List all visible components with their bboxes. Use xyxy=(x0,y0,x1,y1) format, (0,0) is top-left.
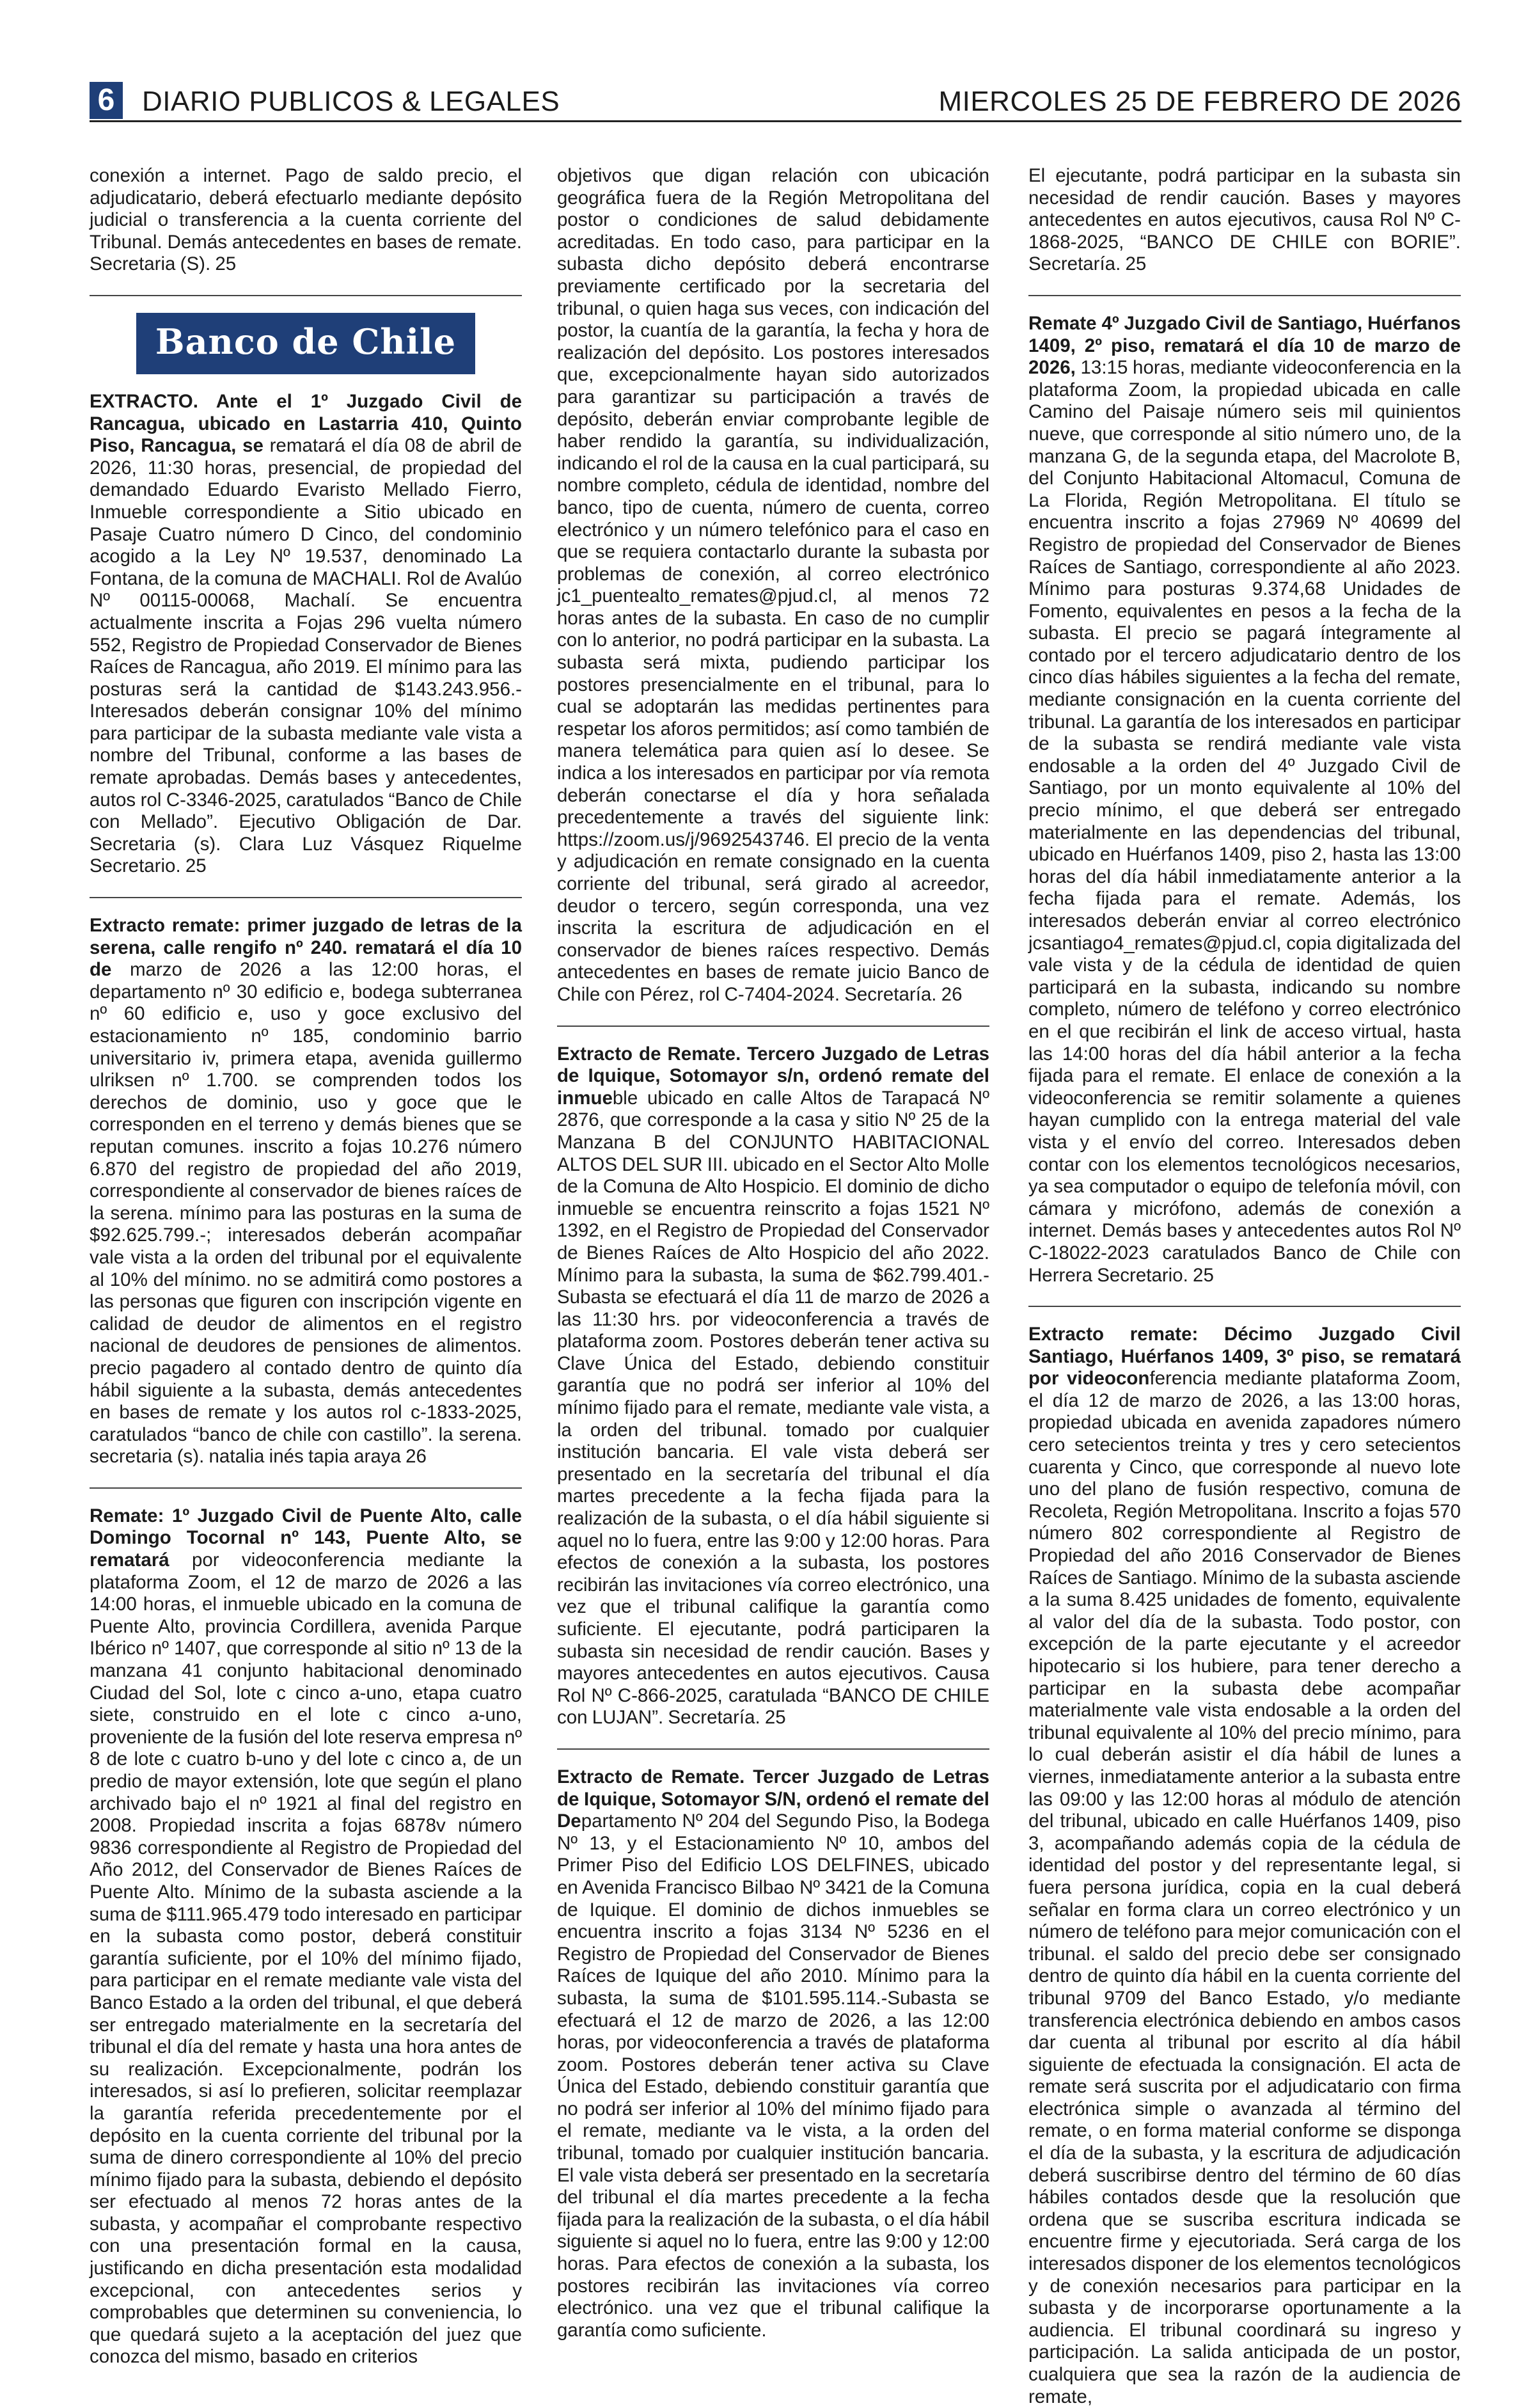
legal-notice xyxy=(90,1505,522,2368)
column-2 xyxy=(557,165,989,2341)
page-header xyxy=(90,82,1461,119)
publication-date: MIERCOLES 25 DE FEBRERO DE 2026 xyxy=(938,86,1461,117)
divider xyxy=(90,897,522,898)
notice-heading: EXTRACTO. Ante el 1º Juzgado Civil de Rancagua, ubicado en Lastarria 410, Quinto Piso, Rancagua, se xyxy=(90,390,522,457)
legal-notice xyxy=(557,1766,989,2341)
notice-body: rematará el día 08 de abril de 2026, 11:30 horas, presencial, de propiedad del demandado Eduardo Evaristo Mellado Fierro, Inmueble correspondiente a Sitio ubicado en Pasaje Cuatro número D Cinco, del condominio acogido a la Ley Nº 19.537, denominado La Fontana, de la comuna de MACHALI. Rol de Avalúo Nº 00115-00068, Machalí. Se encuentra actualmente inscrita a Fojas 296 vuelta número 552, Registro de Propiedad Conservador de Bienes Raíces de Rancagua, año 2019. El mínimo para las posturas será la cantidad de $143.243.956.- Interesados deberán consignar 10% del mínimo para participar de la subasta mediante vale vista a nombre del Tribunal, conforme a las bases de remate aprobadas. Demás bases y antecedentes, autos rol C-3346-2025, caratulados “Banco de Chile con Mellado”. Ejecutivo Obligación de Dar. Secretaria (s). Clara Luz Vásquez Riquelme Secretario. 25 xyxy=(90,435,522,877)
notice-continuation: conexión a internet. Pago de saldo precio, el adjudicatario, deberá efectuarlo mediante depósito judicial o transferencia a la cuenta corriente del Tribunal. Demás antecedentes en bases de remate. Secretaria (S). 25 xyxy=(90,165,522,275)
notice-body: ferencia mediante plataforma Zoom, el día 12 de marzo de 2026, a las 13:00 horas, propiedad ubicada en avenida zapadores número cero setecientos treinta y tres y cero setecientos cuarenta y Cinco, que corresponde al nuevo lote uno del plano de fusión respectivo, comuna de Recoleta, Región Metropolitana. Inscrito a fojas 570 número 802 correspondiente al Registro de Propiedad del año 2016 Conservador de Bienes Raíces de Santiago. Mínimo de la subasta asciende a la suma 8.425 unidades de fomento, equivalente al valor del día de la subasta. Todo postor, con excepción de la parte ejecutante y el acreedor hipotecario si los hubiere, para tener derecho a participar en la subasta debe acompañar materialmente vale vista endosable a la orden del tribunal equivalente al 10% del precio mínimo, para lo cual deberán asistir el día hábil de lunes a viernes, inmediatamente anterior a la subasta entre las 09:00 y las 12:00 horas al módulo de atención del tribunal, ubicado en calle Huérfanos 1409, piso 3, acompañando además copia de la cédula de identidad del postor y del representante legal, si fuera persona jurídica, copia en la cual deberá señalar en forma clara un correo electrónico y un número de teléfono para mejor comunicación con el tribunal. el saldo del precio debe ser consignado dentro de quinto día hábil en la cuenta corriente del tribunal 9709 del Banco Estado, y/o mediante transferencia electrónica debiendo en ambos casos dar cuenta al tribunal por escrito al día hábil siguiente de efectuada la consignación. El acta de remate será suscrita por el adjudicatario con firma electrónica simple o avanzada al término del remate, o en forma material conforme se disponga el día de la subasta, y la escritura de adjudicación deberá suscribirse dentro del término de 60 días hábiles contados desde que la resolución que ordena que se suscriba escritura indicada se encuentre firme y ejecutoriada. Será carga de los interesados disponer de los elementos tecnológicos y de conexión necesarios para participar en la subasta y de incorporarse oportunamente a la audiencia. El tribunal coordinará su ingreso y participación. La salida anticipada de un postor, cualquiera que sea la razón de la audiencia de remate, xyxy=(1028,1368,1461,2407)
divider xyxy=(1028,1306,1461,1307)
notice-heading: Extracto remate: primer juzgado de letras de la serena, calle rengifo nº 240. rematará el día 10 de xyxy=(90,915,522,981)
notice-continuation: El ejecutante, podrá participar en la subasta sin necesidad de rendir caución. Bases y mayores antecedentes en autos ejecutivos, causa Rol Nº C-1868-2025, “BANCO DE CHILE con BORIE”. Secretaría. 25 xyxy=(1028,165,1461,275)
banco-de-chile-logo xyxy=(90,313,522,374)
legal-notice xyxy=(557,1043,989,1729)
notice-heading: Extracto de Remate. Tercero Juzgado de Letras de Iquique, Sotomayor s/n, ordenó remate del inmue xyxy=(557,1043,989,1109)
notice-heading: Extracto remate: Décimo Juzgado Civil Santiago, Huérfanos 1409, 3º piso, se rematará por videocon xyxy=(1028,1324,1461,1390)
column-3 xyxy=(1028,165,1461,2407)
legal-notice xyxy=(1028,1324,1461,2408)
notice-body: 13:15 horas, mediante videoconferencia en la plataforma Zoom, la propiedad ubicada en calle Camino del Paisaje número seis mil quinientos nueve, que corresponde al sitio número uno, de la manzana G, de la segunda etapa, del Macrolote B, del Conjunto Habitacional Altomacul, Comuna de La Florida, Región Metropolitana. El título se encuentra inscrito a fojas 27969 Nº 40699 del Registro de propiedad del Conservador de Bienes Raíces de Santiago, correspondiente al año 2023. Mínimo para posturas 9.374,68 Unidades de Fomento, equivalentes en pesos a la fecha de la subasta. El precio se pagará íntegramente al contado por el tercero adjudicatario dentro de los cinco días hábiles siguientes a la fecha del remate, mediante consignación en la cuenta corriente del tribunal. La garantía de los interesados en participar de la subasta se rendirá mediante vale vista endosable a la orden del 4º Juzgado Civil de Santiago, por un monto equivalente al 10% del precio mínimo, el que deberá ser entregado materialmente en las dependencias del tribunal, ubicado en Huérfanos 1409, piso 2, hasta las 13:00 horas del día hábil inmediatamente anterior a la fecha fijada para el remate. Además, los interesados deberán enviar al correo electrónico jcsantiago4_remates@pjud.cl, copia digitalizada del vale vista y de la cédula de identidad de quien participará en la subasta, indicando su nombre completo, número de teléfono y correo electrónico en el que recibirán el link de acceso virtual, hasta las 14:00 horas del día hábil anterior a la fecha fijada para el remate. El enlace de conexión a la videoconferencia se remitir solamente a quienes hayan cumplido con la entrega material del vale vista y el envío del correo. Interesados deben contar con los elementos tecnológicos necesarios, ya sea computador o equipo de telefonía móvil, con cámara y micrófono, además de conexión a internet. Demás bases y antecedentes autos Rol Nº C-18022-2023 caratulados Banco de Chile con Herrera Secretario. 25 xyxy=(1028,357,1461,1286)
legal-notice xyxy=(90,915,522,1468)
divider xyxy=(557,1026,989,1027)
publication-name: DIARIO PUBLICOS & LEGALES xyxy=(142,86,560,117)
divider xyxy=(90,1487,522,1489)
legal-notice xyxy=(1028,313,1461,1287)
notice-heading: Remate: 1º Juzgado Civil de Puente Alto, calle Domingo Tocornal nº 143, Puente Alto, se rematará xyxy=(90,1505,522,1571)
notice-body: por videoconferencia mediante la plataforma Zoom, el 12 de marzo de 2026 a las 14:00 horas, el inmueble ubicado en la comuna de Puente Alto, provincia Cordillera, avenida Parque Ibérico nº 1407, que corresponde al sitio nº 13 de la manzana 41 conjunto habitacional denominado Ciudad del Sol, lote c cinco a-uno, etapa cuatro siete, construido en el lote c cinco a-uno, proveniente de la fusión del lote reserva empresa nº 8 de lote c cuatro b-uno y del lote c cinco a, de un predio de mayor extensión, lote que según el plano archivado bajo el nº 1921 al final del registro en 2008. Propiedad inscrita a fojas 6878v número 9836 correspondiente al Registro de Propiedad del Año 2012, del Conservador de Bienes Raíces de Puente Alto. Mínimo de la subasta asciende a la suma de $111.965.479 todo interesado en participar en la subasta como postor, deberá constituir garantía suficiente, por el 10% del mínimo fijado, para participar en el remate mediante vale vista del Banco Estado a la orden del tribunal, el que deberá ser entregado materialmente en la secretaría del tribunal el día del remate y hasta una hora antes de su realización. Excepcionalmente, podrán los interesados, si así lo prefieren, solicitar reemplazar la garantía referida precedentemente por el depósito en la cuenta corriente del tribunal por la suma de dinero correspondiente al 10% del precio mínimo fijado para la subasta, debiendo el depósito ser efectuado al menos 72 horas antes de la subasta, y acompañar el comprobante respectivo con una presentación formal en la causa, justificando en dicha presentación esta modalidad excepcional, con antecedentes serios y comprobables que determinen su conveniencia, lo que quedará sujeto a la aceptación del juez que conozca del mismo, basado en criterios xyxy=(90,1549,522,2368)
notice-body: ble ubicado en calle Altos de Tarapacá Nº 2876, que corresponde a la casa y sitio Nº 25 de la Manzana B del CONJUNTO HABITACIONAL ALTOS DEL SUR III. ubicado en el Sector Alto Molle de la Comuna de Alto Hospicio. El dominio de dicho inmueble se encuentra reinscrito a fojas 1521 Nº 1392, en el Registro de Propiedad del Conservador de Bienes Raíces de Alto Hospicio del año 2022. Mínimo para la subasta, la suma de $62.799.401.- Subasta se efectuará el día 11 de marzo de 2026 a las 11:30 hrs. por videoconferencia a través de plataforma zoom. Postores deberán tener activa su Clave Única del Estado, debiendo constituir garantía que no podrá ser inferior al 10% del mínimo fijado para el remate, mediante vale vista, a la orden del tribunal. tomado por cualquier institución bancaria. El vale vista deberá ser presentado en la secretaría del tribunal el día martes precedente a la fecha fijada para la realización de la subasta, o el día hábil siguiente si aquel no lo fuera, entre las 9:00 y 12:00 horas. Para efectos de conexión a la subasta, los postores recibirán las invitaciones vía correo electrónico, una vez que el tribunal califique la garantía como suficiente. El ejecutante, podrá participaren la subasta sin necesidad de rendir caución. Bases y mayores antecedentes en autos ejecutivos. Causa Rol Nº C-866-2025, caratulada “BANCO DE CHILE con LUJAN”. Secretaría. 25 xyxy=(557,1087,989,1729)
notice-continuation: objetivos que digan relación con ubicación geográfica fuera de la Región Metropolitana del postor o condiciones de salud debidamente acreditadas. En todo caso, para participar en la subasta dicho depósito deberá encontrarse previamente certificado por la secretaria del tribunal, o quien haga sus veces, con indicación del postor, la cuantía de la garantía, la fecha y hora de realización del depósito. Los postores interesados que, excepcionalmente hayan sido autorizados para garantizar su participación a través de depósito, deberán enviar comprobante legible de haber rendido la garantía, su individualización, indicando el rol de la causa en la cual participará, su nombre completo, cédula de identidad, nombre del banco, tipo de cuenta, número de cuenta, correo electrónico y un número telefónico para el caso en que se requiera contactarlo durante la subasta por problemas de conexión, al correo electrónico jc1_puentealto_remates@pjud.cl, al menos 72 horas antes de la subasta. En caso de no cumplir con lo anterior, no podrá participar en la subasta. La subasta será mixta, pudiendo participar los postores presencialmente en el tribunal, para lo cual se adoptarán las medidas pertinentes para respetar los aforos permitidos; así como también de manera telemática para quien así lo desee. Se indica a los interesados en participar por vía remota deberán conectarse el día y hora señalada precedentemente a través del siguiente link: https://zoom.us/j/9692543746. El precio de la venta y adjudicación en remate consignado en la cuenta corriente del tribunal, será girado al acreedor, deudor o tercero, según corresponda, una vez inscrita la escritura de adjudicación en el conservador de bienes raíces respectivo. Demás antecedentes en bases de remate juicio Banco de Chile con Pérez, rol C-7404-2024. Secretaría. 26 xyxy=(557,165,989,1005)
notice-body: marzo de 2026 a las 12:00 horas, el departamento nº 30 edificio e, bodega subterranea nº 60 edificio e, uso y goce exclusivo del estacionamiento nº 185, condominio barrio universitario iv, primera etapa, avenida guillermo ulriksen nº 1.700. se comprenden todos los derechos de dominio, uso y goce que le corresponden en el terreno y demás bienes que se reputan comunes. inscrito a fojas 10.276 número 6.870 del registro de propiedad del año 2019, correspondiente al conservador de bienes raíces de la serena. mínimo para las posturas en la suma de $92.625.799.-; interesados deberán acompañar vale vista a la orden del tribunal por el equivalente al 10% del mínimo. no se admitirá como postores a las personas que figuren con inscripción vigente en calidad de deudor de alimentos en el registro nacional de deudores de pensiones de alimentos. precio pagadero al contado dentro de quinto día hábil siguiente a la subasta, demás antecedentes en bases de remate y los autos rol c-1833-2025, caratulados “banco de chile con castillo”. la serena. secretaria (s). natalia inés tapia araya 26 xyxy=(90,959,522,1468)
notice-body: partamento Nº 204 del Segundo Piso, la Bodega Nº 13, y el Estacionamiento Nº 10, ambos del Primer Piso del Edificio LOS DELFINES, ubicado en Avenida Francisco Bilbao Nº 3421 de la Comuna de Iquique. El dominio de dichos inmuebles se encuentra inscrito a fojas 3134 Nº 5236 en el Registro de Propiedad del Conservador de Bienes Raíces de Iquique del año 2010. Mínimo para la subasta, la suma de $101.595.114.-Subasta se efectuará el 12 de marzo de 2026, a las 12:00 horas, por videoconferencia a través de plataforma zoom. Postores deberán tener activa su Clave Única del Estado, debiendo constituir garantía que no podrá ser inferior al 10% del mínimo fijado para el remate, mediante va le vista, a la orden del tribunal, tomado por cualquier institución bancaria. El vale vista deberá ser presentado en la secretaría del tribunal el día martes precedente a la fecha fijada para la realización de la subasta, o el día hábil siguiente si aquel no lo fuera, entre las 9:00 y 12:00 horas. Para efectos de conexión a la subasta, los postores recibirán las invitaciones vía correo electrónico. una vez que el tribunal califique la garantía como suficiente. xyxy=(557,1810,989,2341)
divider xyxy=(90,295,522,296)
notice-heading: Remate 4º Juzgado Civil de Santiago, Huérfanos 1409, 2º piso, rematará el día 10 de marzo de 2026, xyxy=(1028,312,1461,379)
divider xyxy=(1028,295,1461,296)
divider xyxy=(557,1748,989,1750)
column-1 xyxy=(90,165,522,2368)
header-rule xyxy=(90,120,1461,122)
legal-notice xyxy=(90,391,522,878)
page-number: 6 xyxy=(90,82,123,119)
notice-heading: Extracto de Remate. Tercer Juzgado de Letras de Iquique, Sotomayor S/N, ordenó el remate del De xyxy=(557,1766,989,1832)
logo-text: Banco de Chile xyxy=(136,313,475,374)
